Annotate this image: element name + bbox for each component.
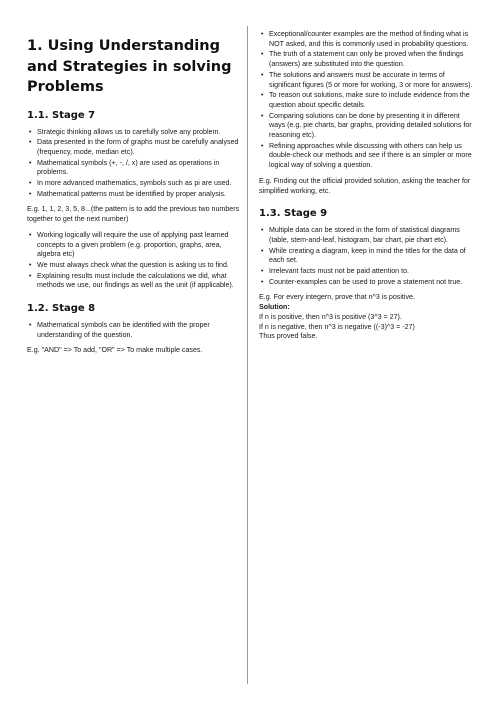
list-item: • Refining approaches while discussing with others can help us double-check our methods and see if there is an simpler or more logical way of solving a question. [269, 142, 475, 171]
stage9-example: E.g. For every integern, prove that n^3 is positive. [259, 293, 415, 302]
list-item: • While creating a diagram, keep in mind the titles for the data of each set. [269, 247, 475, 266]
stage7-example: E.g. 1, 1, 2, 3, 5, 8...(the pattern is to add the previous two numbers together to get the next number) [27, 205, 240, 224]
list-item: • The solutions and answers must be accurate in terms of significant figures (5 or more for working, 3 or more for answers). [269, 71, 475, 90]
list-item: • Multiple data can be stored in the form of statistical diagrams (table, stem-and-leaf, histogram, bar chart, pie chart etc). [269, 226, 475, 245]
solution-label: Solution: [259, 303, 290, 312]
list-item: • Counter-examples can be used to prove a statement not true. [269, 278, 475, 288]
list-item: • We must always check what the question is asking us to find. [37, 261, 242, 271]
stage7-heading: 1.1. Stage 7 [27, 109, 96, 121]
list-item: • Irrelevant facts must not be paid attention to. [269, 267, 475, 277]
stage8-list [27, 321, 242, 340]
list-item: • Strategic thinking allows us to carefully solve any problem. [37, 128, 242, 138]
stage8-example: E.g. "AND" => To add, "OR" => To make multiple cases. [27, 346, 203, 355]
right-column [259, 30, 475, 348]
list-item: • Mathematical symbols (+, -, /, x) are used as operations in problems. [37, 159, 242, 178]
stage9-list [259, 226, 475, 287]
left-column [27, 36, 242, 362]
list-item: • In more advanced mathematics, symbols such as pi are used. [37, 179, 242, 189]
list-item: • The truth of a statement can only be proved when the findings (answers) are substituted into the question. [269, 50, 475, 69]
list-item: • Data presented in the form of graphs must be carefully analysed (frequency, mode, median etc). [37, 138, 242, 157]
stage7-list-2 [27, 231, 242, 291]
stage8-heading: 1.2. Stage 8 [27, 303, 96, 315]
list-item: • Exceptional/counter examples are the method of finding what is NOT asked, and this is commonly used in probability questions. [269, 30, 475, 49]
list-item: • Mathematical symbols can be identified with the proper understanding of the question. [37, 321, 242, 340]
main-title: 1. Using Understanding and Strategies in solving Problems [27, 38, 232, 95]
list-item: • Mathematical patterns must be identified by proper analysis. [37, 190, 242, 200]
stage7-list-1 [27, 128, 242, 200]
list-item: • To reason out solutions, make sure to include evidence from the question about specific details. [269, 91, 475, 110]
solution-line: Thus proved false. [259, 332, 318, 341]
list-item: • Comparing solutions can be done by presenting it in different ways (e.g. pie charts, bar graphs, providing detailed solutions for reasoning etc). [269, 112, 475, 141]
solution-block [259, 303, 475, 342]
stage9-heading: 1.3. Stage 9 [259, 208, 328, 220]
solution-line: If n is positive, then n^3 is positive (3^3 = 27). [259, 312, 402, 321]
column-divider [247, 26, 248, 684]
list-item: • Working logically will require the use of applying past learned concepts to a given problem (e.g. proportion, graphs, area, algebra etc) [37, 231, 242, 260]
solution-line: If n is negative, then n^3 is negative ((-3)^3 = -27) [259, 322, 415, 331]
stage8-continued-list [259, 30, 475, 171]
list-item: • Explaining results must include the calculations we did, what methods we use, our findings as well as the unit (if applicable). [37, 272, 242, 291]
stage8-example-2: E.g. Finding out the official provided solution, asking the teacher for simplified working, etc. [259, 176, 471, 195]
